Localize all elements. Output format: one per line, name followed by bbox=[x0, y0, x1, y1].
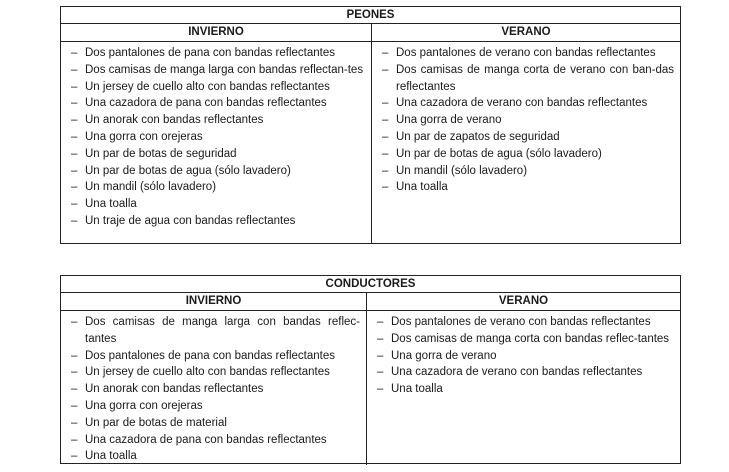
list-item: – Dos pantalones de verano con bandas reflectantes bbox=[377, 314, 674, 331]
conductores-table bbox=[60, 275, 681, 464]
list-item: – Un mandil (sólo lavadero) bbox=[382, 163, 674, 180]
column-headers bbox=[61, 293, 680, 311]
summer-item-list bbox=[382, 45, 674, 196]
list-item: – Dos camisas de manga larga con bandas reflectan-tes bbox=[71, 62, 365, 79]
summer-column-header: VERANO bbox=[371, 24, 680, 41]
list-item: – Dos pantalones de verano con bandas reflectantes bbox=[382, 45, 674, 62]
winter-column-header: INVIERNO bbox=[188, 26, 244, 38]
list-item: – Una cazadora de verano con bandas reflectantes bbox=[377, 364, 674, 381]
list-item: – Una toalla bbox=[71, 448, 360, 465]
list-item: – Una cazadora de verano con bandas reflectantes bbox=[382, 95, 674, 112]
column-headers bbox=[61, 24, 680, 42]
list-item: – Un par de botas de material bbox=[71, 415, 360, 432]
list-item: – Un jersey de cuello alto con bandas reflectantes bbox=[71, 79, 365, 96]
list-item: – Dos camisas de manga corta de verano con ban-das reflectantes bbox=[382, 62, 674, 96]
list-item: – Una gorra con orejeras bbox=[71, 398, 360, 415]
list-item: – Un par de zapatos de seguridad bbox=[382, 129, 674, 146]
table-title: PEONES bbox=[61, 7, 680, 24]
list-item: – Una cazadora de pana con bandas reflectantes bbox=[71, 95, 365, 112]
list-item: – Un par de botas de agua (sólo lavadero) bbox=[71, 163, 365, 180]
list-item: – Un par de botas de seguridad bbox=[71, 146, 365, 163]
list-item: – Una gorra con orejeras bbox=[71, 129, 365, 146]
list-item: – Dos camisas de manga corta con bandas reflec-tantes bbox=[377, 331, 674, 348]
list-item: – Un traje de agua con bandas reflectantes bbox=[71, 213, 365, 230]
table-title: CONDUCTORES bbox=[61, 276, 680, 293]
winter-item-list bbox=[71, 45, 365, 230]
summer-column bbox=[371, 42, 680, 243]
list-item: – Una toalla bbox=[71, 196, 365, 213]
list-item: – Un mandil (sólo lavadero) bbox=[71, 179, 365, 196]
list-item: – Dos pantalones de pana con bandas reflectantes bbox=[71, 348, 360, 365]
table-body bbox=[61, 42, 680, 243]
peones-table bbox=[60, 6, 681, 244]
list-item: – Un anorak con bandas reflectantes bbox=[71, 112, 365, 129]
summer-column-header: VERANO bbox=[366, 293, 680, 310]
summer-item-list bbox=[377, 314, 674, 398]
winter-column-header: INVIERNO bbox=[185, 295, 242, 307]
list-item: – Dos pantalones de pana con bandas reflectantes bbox=[71, 45, 365, 62]
list-item: – Una toalla bbox=[382, 179, 674, 196]
list-item: – Dos camisas de manga larga con bandas reflec-tantes bbox=[71, 314, 360, 348]
list-item: – Una gorra de verano bbox=[382, 112, 674, 129]
winter-item-list bbox=[71, 314, 360, 465]
table-body bbox=[61, 311, 680, 465]
winter-column bbox=[61, 311, 366, 465]
list-item: – Un jersey de cuello alto con bandas reflectantes bbox=[71, 364, 360, 381]
list-item: – Un anorak con bandas reflectantes bbox=[71, 381, 360, 398]
list-item: – Una toalla bbox=[377, 381, 674, 398]
summer-column bbox=[366, 311, 680, 465]
list-item: – Una gorra de verano bbox=[377, 348, 674, 365]
winter-column bbox=[61, 42, 371, 243]
list-item: – Un par de botas de agua (sólo lavadero) bbox=[382, 146, 674, 163]
list-item: – Una cazadora de pana con bandas reflectantes bbox=[71, 432, 360, 449]
